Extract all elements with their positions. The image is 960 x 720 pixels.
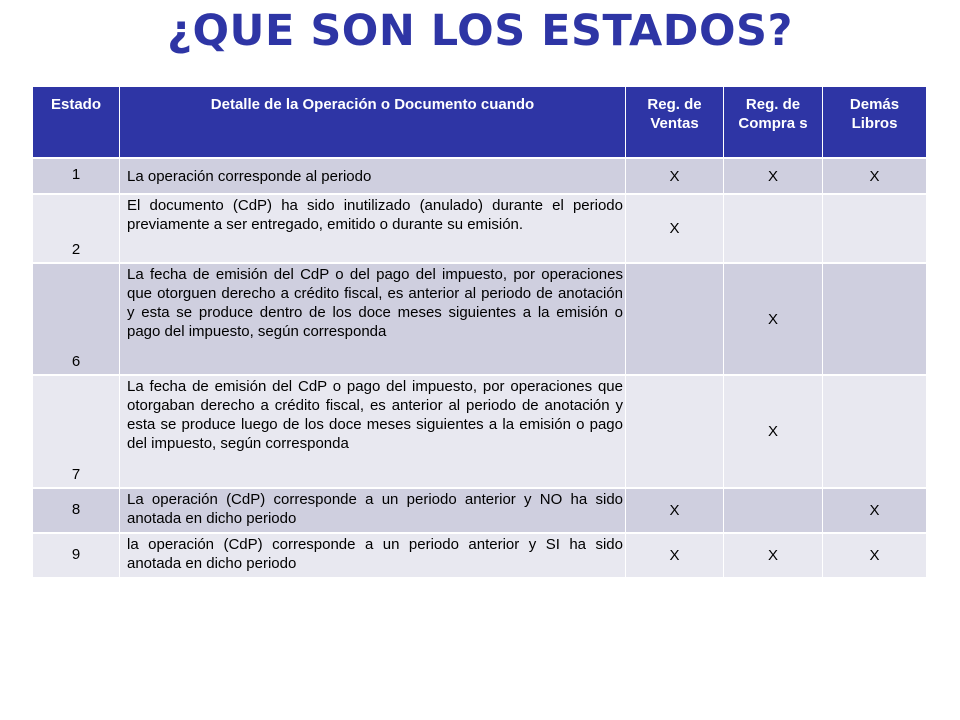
compras-mark: X <box>724 376 823 489</box>
libros-mark: X <box>823 489 926 534</box>
estado-cell: 9 <box>33 534 120 579</box>
estado-cell: 8 <box>33 489 120 534</box>
detalle-cell: La fecha de emisión del CdP o del pago del impuesto, por operaciones que otorguen derecho a crédito fiscal, es anterior al periodo de anotación y esta se produce dentro de los doce meses siguientes a la emisión o pago del impuesto, según corresponda <box>120 264 626 376</box>
libros-mark: X <box>823 159 926 195</box>
header-demas-libros: Demás Libros <box>823 87 926 159</box>
ventas-mark: X <box>626 489 724 534</box>
estado-cell: 7 <box>33 376 120 489</box>
estado-cell: 6 <box>33 264 120 376</box>
detalle-cell: la operación (CdP) corresponde a un periodo anterior y SI ha sido anotada en dicho periodo <box>120 534 626 579</box>
table-row <box>33 159 926 195</box>
header-detalle: Detalle de la Operación o Documento cuando <box>120 87 626 159</box>
libros-mark: X <box>823 534 926 579</box>
compras-mark <box>724 489 823 534</box>
ventas-mark: X <box>626 534 724 579</box>
compras-mark: X <box>724 264 823 376</box>
libros-mark <box>823 195 926 264</box>
header-reg-compras: Reg. de Compra s <box>724 87 823 159</box>
compras-mark: X <box>724 159 823 195</box>
compras-mark <box>724 195 823 264</box>
header-row <box>33 87 926 159</box>
header-estado: Estado <box>33 87 120 159</box>
table-row <box>33 264 926 376</box>
ventas-mark <box>626 376 724 489</box>
detalle-cell: La operación (CdP) corresponde a un periodo anterior y NO ha sido anotada en dicho periodo <box>120 489 626 534</box>
estado-cell: 1 <box>33 159 120 195</box>
detalle-cell: La operación corresponde al periodo <box>120 159 626 195</box>
ventas-mark <box>626 264 724 376</box>
ventas-mark: X <box>626 159 724 195</box>
ventas-mark: X <box>626 195 724 264</box>
detalle-cell: El documento (CdP) ha sido inutilizado (anulado) durante el periodo previamente a ser entregado, emitido o durante su emisión. <box>120 195 626 264</box>
libros-mark <box>823 264 926 376</box>
table-row <box>33 195 926 264</box>
states-table <box>33 87 926 579</box>
libros-mark <box>823 376 926 489</box>
detalle-cell: La fecha de emisión del CdP o pago del impuesto, por operaciones que otorgaban derecho a crédito fiscal, es anterior al periodo de anotación y esta se produce luego de los doce meses siguientes a la emisión o pago del impuesto, según corresponda <box>120 376 626 489</box>
table-row <box>33 534 926 579</box>
compras-mark: X <box>724 534 823 579</box>
table-row <box>33 489 926 534</box>
header-reg-ventas: Reg. de Ventas <box>626 87 724 159</box>
page-title: ¿QUE SON LOS ESTADOS? <box>167 6 793 56</box>
table-row <box>33 376 926 489</box>
estado-cell: 2 <box>33 195 120 264</box>
